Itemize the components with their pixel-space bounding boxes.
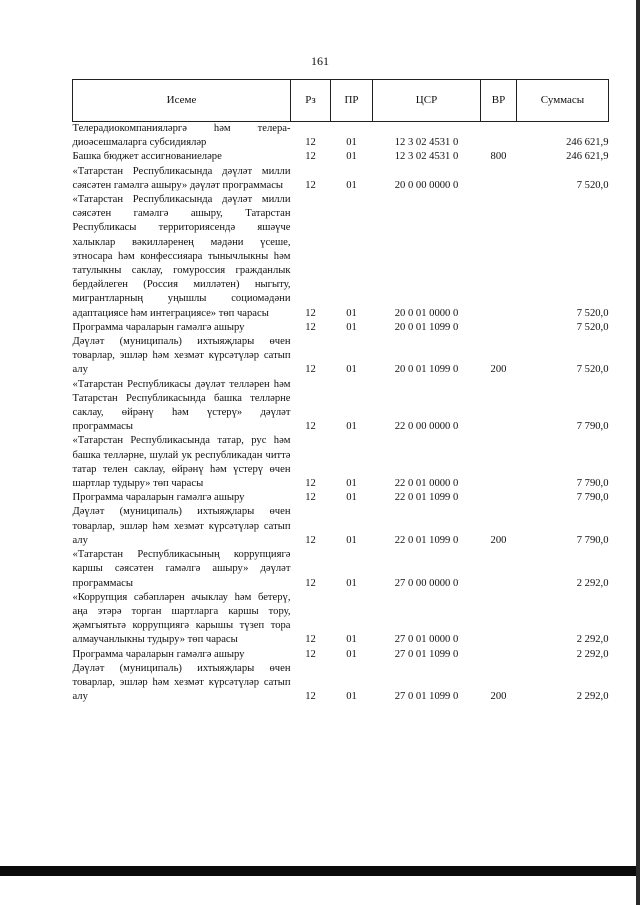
cell-rz: 12 (305, 151, 316, 163)
cell-rz: 12 (305, 421, 316, 433)
cell-rz: 12 (305, 634, 316, 646)
cell-pr: 01 (346, 577, 357, 589)
cell-rz: 12 (305, 179, 316, 191)
cell-rz: 12 (305, 364, 316, 376)
table-row (73, 648, 609, 662)
cell-name: Телерадиокомпанияләргә һәм телера-диоәсешмаларга субсидияләр (72, 123, 291, 149)
cell-sum: 7 790,0 (576, 492, 609, 504)
cell-name: «Татарстан Республикасында татар, рус һәм башка телләрне, шулай ук республикадан читтә татар телен саклау, өйрәнү һәм үстерү өчен шартлар тудыру» төп чарасы (72, 435, 291, 490)
header-csr: ЦСР (373, 80, 481, 122)
table-row (73, 321, 609, 335)
cell-csr: 20 0 01 1099 0 (394, 364, 459, 376)
cell-pr: 01 (346, 151, 357, 163)
cell-csr: 20 0 00 0000 0 (394, 179, 459, 191)
page-number: 161 (311, 54, 329, 68)
cell-name: Программа чараларын гамәлгә ашыру (72, 321, 245, 333)
table-row (73, 548, 609, 591)
cell-pr: 01 (346, 648, 357, 660)
cell-csr: 20 0 01 0000 0 (394, 307, 459, 319)
scan-bottom-edge (0, 866, 640, 876)
cell-sum: 7 520,0 (576, 321, 609, 333)
cell-rz: 12 (305, 691, 316, 703)
cell-rz: 12 (305, 534, 316, 546)
cell-name: «Татарстан Республикасында дәүләт милли сәясәтен гамәлгә ашыру» дәүләт программасы (72, 165, 291, 191)
cell-vr (481, 548, 517, 591)
table-row (73, 122, 609, 151)
cell-csr: 27 0 01 0000 0 (394, 634, 459, 646)
cell-name: Дәүләт (муниципаль) ихтыяҗлары өчен товарлар, эшләр һәм хезмәт күрсәтүләр сатып алу (72, 336, 291, 376)
cell-sum: 7 520,0 (576, 179, 609, 191)
cell-rz: 12 (305, 478, 316, 490)
cell-name: Программа чараларын гамәлгә ашыру (72, 648, 245, 660)
cell-sum: 7 790,0 (576, 421, 609, 433)
cell-csr: 22 0 01 1099 0 (394, 534, 459, 546)
cell-sum: 2 292,0 (576, 691, 609, 703)
cell-name: «Татарстан Республикасының коррупциягә каршы сәясәтен гамәлгә ашыру» дәүләт программасы (72, 549, 291, 589)
table-row (73, 491, 609, 505)
cell-vr: 200 (490, 364, 507, 376)
table-row (73, 505, 609, 548)
cell-rz: 12 (305, 492, 316, 504)
cell-name: Дәүләт (муниципаль) ихтыяҗлары өчен товарлар, эшләр һәм хезмәт күрсәтүләр сатып алу (72, 662, 291, 703)
cell-pr: 01 (346, 421, 357, 433)
table-row (73, 591, 609, 648)
cell-rz: 12 (305, 648, 316, 660)
cell-name: «Татарстан Республикасы дәүләт телләрен һәм Татарстан Республикасында башка телләрне саклау, өйрәнү һәм үстерү» дәүләт программасы (72, 378, 291, 433)
cell-vr (481, 122, 517, 151)
cell-vr (481, 648, 517, 662)
cell-pr: 01 (346, 691, 357, 703)
header-name: Исеме (73, 80, 291, 122)
cell-csr: 12 3 02 4531 0 (394, 137, 459, 149)
cell-vr: 800 (490, 151, 507, 163)
cell-rz: 12 (305, 321, 316, 333)
cell-vr (481, 193, 517, 321)
cell-name: Башка бюджет ассигнованиеләре (72, 151, 222, 163)
cell-vr: 200 (490, 534, 507, 546)
cell-name: Дәүләт (муниципаль) ихтыяҗлары өчен товарлар, эшләр һәм хезмәт күрсәтүләр сатып алу (72, 506, 291, 546)
header-sum: Суммасы (517, 80, 609, 122)
cell-pr: 01 (346, 307, 357, 319)
header-vr: ВР (481, 80, 517, 122)
cell-sum: 246 621,9 (566, 151, 609, 163)
cell-rz: 12 (305, 137, 316, 149)
cell-sum: 7 520,0 (576, 364, 609, 376)
table-row (73, 165, 609, 193)
cell-pr: 01 (346, 364, 357, 376)
table-row (73, 150, 609, 164)
cell-csr: 22 0 01 0000 0 (394, 478, 459, 490)
cell-csr: 27 0 01 1099 0 (394, 648, 459, 660)
table-header-row (73, 80, 609, 122)
cell-vr (481, 165, 517, 193)
budget-table (72, 79, 609, 704)
cell-name: «Коррупция сәбәпләрен ачыклау һәм бетерү, аңа этәрә торган шартларга каршы тору, җәмгыятьтә коррупциягә карышы түзеп тора алмаучанлыкны тудыру» төп чарасы (72, 591, 291, 646)
cell-pr: 01 (346, 179, 357, 191)
scan-right-edge (636, 0, 640, 905)
cell-sum: 2 292,0 (576, 648, 609, 660)
cell-name: Программа чараларын гамәлгә ашыру (72, 492, 245, 504)
cell-sum: 7 790,0 (576, 478, 609, 490)
header-rz: Рз (291, 80, 331, 122)
cell-vr: 200 (490, 691, 507, 703)
cell-sum: 2 292,0 (576, 577, 609, 589)
cell-csr: 12 3 02 4531 0 (394, 151, 459, 163)
cell-pr: 01 (346, 137, 357, 149)
cell-rz: 12 (305, 307, 316, 319)
cell-csr: 27 0 00 0000 0 (394, 577, 459, 589)
cell-pr: 01 (346, 321, 357, 333)
cell-sum: 2 292,0 (576, 634, 609, 646)
cell-pr: 01 (346, 634, 357, 646)
cell-csr: 22 0 01 1099 0 (394, 492, 459, 504)
cell-csr: 20 0 01 1099 0 (394, 321, 459, 333)
cell-pr: 01 (346, 478, 357, 490)
cell-name: «Татарстан Республикасында дәүләт милли сәясәтен гамәлгә ашыру, Татарстан Республикасы территориясендә яшәүче халыклар вәкилләренең мәдәни үсеше, этносара һәм конфессияара тынычлыкны һәм татулыкны саклау, гомуроссия гражданлык бердәйлеген (Россия милләтен) ныгыту, мигрантларның уңышлы социомәдәни адаптациясе һәм интеграциясе» төп чарасы (72, 194, 291, 319)
cell-vr (481, 378, 517, 435)
cell-csr: 22 0 00 0000 0 (394, 421, 459, 433)
header-pr: ПР (331, 80, 373, 122)
table-row (73, 378, 609, 435)
cell-pr: 01 (346, 534, 357, 546)
table-row (73, 193, 609, 321)
cell-vr (481, 491, 517, 505)
table-row (73, 662, 609, 705)
cell-csr: 27 0 01 1099 0 (394, 691, 459, 703)
cell-sum: 7 790,0 (576, 534, 609, 546)
cell-sum: 7 520,0 (576, 307, 609, 319)
cell-sum: 246 621,9 (566, 137, 609, 149)
table-row (73, 335, 609, 378)
cell-vr (481, 434, 517, 491)
cell-pr: 01 (346, 492, 357, 504)
cell-vr (481, 591, 517, 648)
cell-rz: 12 (305, 577, 316, 589)
cell-vr (481, 321, 517, 335)
table-row (73, 434, 609, 491)
